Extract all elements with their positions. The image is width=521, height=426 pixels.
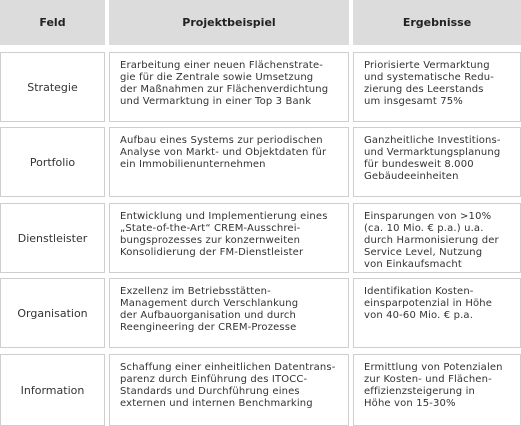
table-row-results: Ganzheitliche Investitions- und Vermarktungsplanung für bundesweit 8.000 Gebäudeeinheiten [353,127,521,197]
table-row-project: Exzellenz im Betriebsstätten- Management durch Verschlankung der Aufbauorganisation und durch Reengineering der CREM-Prozesse [109,278,349,348]
table-row-results: Priorisierte Vermarktung und systematische Redu- zierung des Leerstands um insgesamt 75% [353,52,521,122]
table-row-results: Ermittlung von Potenzialen zur Kosten- und Flächen- effizienzsteigerung in Höhe von 15-30% [353,354,521,426]
table-row-field: Portfolio [0,127,105,197]
table-row-field: Dienstleister [0,203,105,273]
table-row-results: Einsparungen von >10% (ca. 10 Mio. € p.a.) u.a. durch Harmonisierung der Service Level, Nutzung von Einkaufsmacht [353,203,521,273]
table-row-field: Organisation [0,278,105,348]
table-row-results: Identifikation Kosten- einsparpotenzial in Höhe von 40-60 Mio. € p.a. [353,278,521,348]
table-row-project: Schaffung einer einheitlichen Datentrans- parenz durch Einführung des ITOCC- Standards und Durchführung eines externen und internen Benchmarking [109,354,349,426]
table-row-project: Aufbau eines Systems zur periodischen Analyse von Markt- und Objektdaten für ein Immobilienunternehmen [109,127,349,197]
header-results: Ergebnisse [353,0,521,45]
header-project: Projektbeispiel [109,0,349,45]
table-row-field: Strategie [0,52,105,122]
table-row-project: Erarbeitung einer neuen Flächenstrate- gie für die Zentrale sowie Umsetzung der Maßnahmen zur Flächenverdichtung und Vermarktung in einer Top 3 Bank [109,52,349,122]
table-row-project: Entwicklung und Implementierung eines „State-of-the-Art“ CREM-Ausschrei- bungsprozesses zur konzernweiten Konsolidierung der FM-Dienstleister [109,203,349,273]
header-field: Feld [0,0,105,45]
table-row-field: Information [0,354,105,426]
